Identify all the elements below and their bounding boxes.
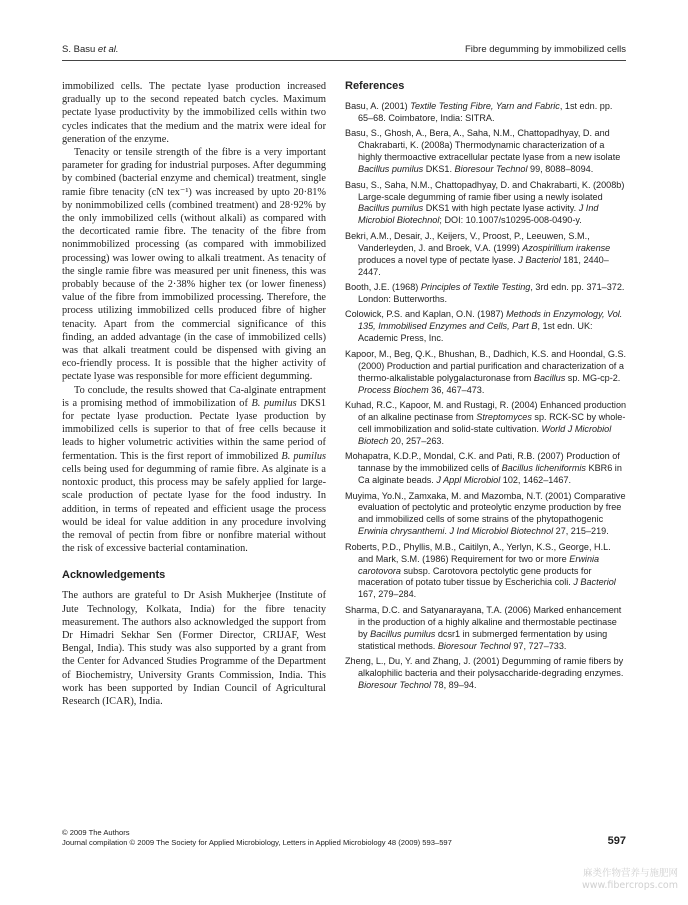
reference-list [345,101,628,692]
reference-entry: Kapoor, M., Beg, Q.K., Bhushan, B., Dadhich, K.S. and Hoondal, G.S. (2000) Production and partial purification and characterization of a thermo-alkalistable polygalacturonase from Bacillus sp. MG-cp-2. Process Biochem 36, 467–473. [345,348,627,395]
reference-entry: Mohapatra, K.D.P., Mondal, C.K. and Pati, R.B. (2007) Production of tannase by the immobilized cells of Bacillus licheniformis KBR6 in Ca alginate beads. J Appl Microbiol 102, 1462–1467. [345,451,622,486]
body-paragraph: To conclude, the results showed that Ca-alginate entrapment is a promising method of immobilization of B. pumilus DKS1 for pectate lyase production. Pectate lyase production by immobilized cells is superior to that of free cells because it leads to higher volumetric activities within the same period of fermentation. This is the first report of immobilized B. pumilus cells being used for degumming of ramie fibre. As alginate is a nontoxic product, this process may be safely applied for large-scale production of pectate lyase for the food industry. In addition, in terms of repeated and efficient usage the process would be ideal for value addition in any procedure involving the removal of pectin from fibre or nonfibre material without the risk of excessive bacterial contamination. [62,384,326,555]
reference-entry: Colowick, P.S. and Kaplan, O.N. (1987) Methods in Enzymology, Vol. 135, Immobilised Enzymes and Cells, Part B, 1st edn. UK: Academic Press, Inc. [345,309,623,344]
footer-journal: Journal compilation © 2009 The Society for Applied Microbiology, Letters in Applied Microbiology 48 (2009) 593–597 [62,838,452,847]
watermark-line-1: 麻类作物营养与施肥网 [582,868,678,879]
page-footer [62,828,626,848]
references-heading: References [345,80,405,92]
acknowledgements-text: The authors are grateful to Dr Asish Mukherjee (Institute of Jute Technology, Kolkata, India) for the fibre tenacity measurement. The authors also acknowledged the support from Dr Himadri Sekhar Sen (Former Director, CRIJAF, West Bengal, India). This study was also supported by a grant from the Center for Advanced Studies Programme of the Department of Biochemistry, University Grants Commission, India. This work has been supported by Indian Council of Agricultural Research (ICAR), India. [62,590,326,707]
running-header-authors: S. Basu et al. [62,44,119,55]
watermark-line-2: www.fibercrops.com [581,880,678,891]
body-paragraph: Tenacity or tensile strength of the fibre is a very important parameter for grading for industrial purposes. After degumming by combined (bacterial enzyme and chemical) treatment, single ramie fibre tenacity (cN tex⁻¹) was increased by upto 20·81% by nonimmobilized cells (combined treatment) and 28·92% by the only immobilized cells (without alkali) as compared with the decorticated ramie fibre. The tenacity of the fibre from nonimmobilized processing (as compared with immobilized processing) was lower owing to alkali treatment. As tenacity of the single ramie fibre was measured per unit fineness, this was probably because of the 2·38% higher tex (or lower fineness) value of the fibre from immobilized processing. Therefore, the process utilizing immobilized cells produced fibre of higher tenacity. Apart from the commercial significance of this finding, an added advantage (in the case of immobilized cells) was that alkali treatment could be dispensed with giving an eco-friendly process. It is possible that the higher activity of pectate lyase was responsible for more efficient degumming. [62,147,326,383]
reference-entry: Bekri, A.M., Desair, J., Keijers, V., Proost, P., Leeuwen, S.M., Vanderleyden, J. and Broek, V.A. (1999) Azospirillium irakense produces a novel type of pectate lyase. J Bacteriol 181, 2440–2447. [345,230,611,277]
footer-copyright: © 2009 The Authors [62,828,130,837]
reference-entry: Muyima, Yo.N., Zamxaka, M. and Mazomba, N.T. (2001) Comparative evaluation of pectolytic and proteolytic enzyme production by free and immobilized cells of some strains of the phytopathogenic Erwinia chrysanthemi. J Ind Microbiol Biotechnol 27, 215–219. [345,490,626,537]
right-column [345,80,628,695]
page-number: 597 [607,835,626,847]
acknowledgements-heading: Acknowledgements [62,569,166,582]
reference-entry: Roberts, P.D., Phyllis, M.B., Caitilyn, A., Yerlyn, K.S., George, H.L. and Mark, S.M. (1986) Requirement for two or more Erwinia carotovora subsp. Carotovora pectolytic gene products for maceration of potato tuber tissue by Escherichia coli. J Bacteriol 167, 279–284. [345,541,616,600]
reference-entry: Zheng, L., Du, Y. and Zhang, J. (2001) Degumming of ramie fibers by alkalophilic bacteria and their polysaccharide-degrading enzymes. Bioresour Technol 78, 89–94. [345,656,624,690]
reference-entry: Sharma, D.C. and Satyanarayana, T.A. (2006) Marked enhancement in the production of a highly alkaline and thermostable pectinase by Bacillus pumilus dcsr1 in submerged fermentation by using statistical methods. Bioresour Technol 97, 727–733. [345,604,622,651]
left-column [62,80,326,708]
watermark [582,868,678,892]
reference-entry: Basu, S., Saha, N.M., Chattopadhyay, D. and Chakrabarti, K. (2008b) Large-scale degumming of ramie fiber using a newly isolated Bacillus pumilus DKS1 with high pectate lyase activity. J Ind Microbiol Biotechnol; DOI: 10.1007/s10295-008-0490-y. [345,179,625,226]
reference-entry: Basu, S., Ghosh, A., Bera, A., Saha, N.M., Chattopadhyay, D. and Chakrabarti, K. (2008a) Thermodynamic characterization of a highly thermoactive extracellular pectate lyase from a new isolate Bacillus pumilus DKS1. Bioresour Technol 99, 8088–8094. [345,128,621,175]
reference-entry: Basu, A. (2001) Textile Testing Fibre, Yarn and Fabric, 1st edn. pp. 65–68. Coimbatore, India: SITRA. [345,101,613,123]
running-header-title: Fibre degumming by immobilized cells [464,44,626,55]
reference-entry: Booth, J.E. (1968) Principles of Textile Testing, 3rd edn. pp. 371–372. London: Butterworths. [345,282,625,304]
reference-entry: Kuhad, R.C., Kapoor, M. and Rustagi, R. (2004) Enhanced production of an alkaline pectinase from Streptomyces sp. RCK-SC by whole-cell immobilization and solid-state cultivation. World J Microbiol Biotech 20, 257–263. [345,400,627,446]
body-paragraph: immobilized cells. The pectate lyase production increased gradually up to the second repeated batch cycles. Maximum pectate lyase productivity by the immobilized cells within two cycles indicates that the medium and the matrix were ideal for generation of the enzyme. [62,81,326,145]
header-rule [62,60,626,61]
